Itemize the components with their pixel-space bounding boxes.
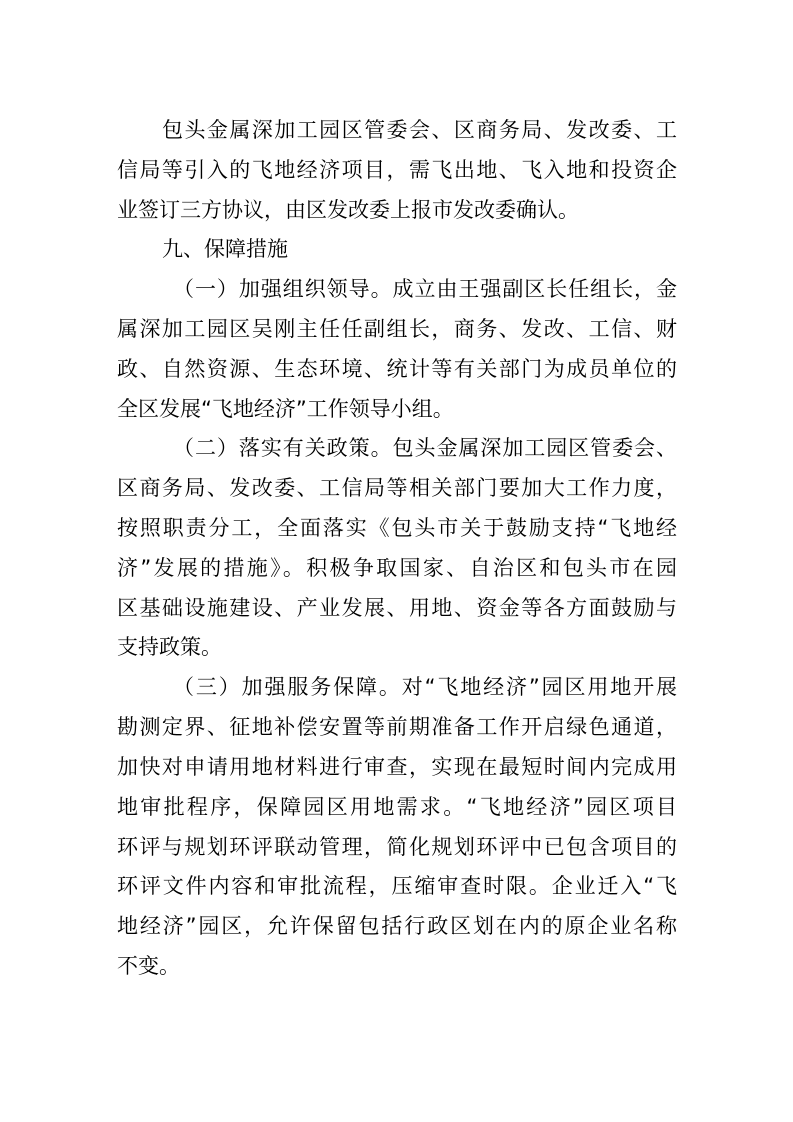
- paragraph-line: 信局等引入的飞地经济项目，需飞出地、飞入地和投资企: [117, 158, 677, 182]
- paragraph-line: 属深加工园区吴刚主任任副组长，商务、发改、工信、财: [117, 317, 677, 341]
- paragraph-line: 勘测定界、征地补偿安置等前期准备工作开启绿色通道，: [117, 715, 677, 739]
- paragraph-line: （三）加强服务保障。对“飞地经济”园区用地开展: [173, 675, 677, 699]
- paragraph-line: （一）加强组织领导。成立由王强副区长任组长，金: [173, 277, 677, 301]
- paragraph-line: 加快对申请用地材料进行审查，实现在最短时间内完成用: [117, 755, 677, 779]
- paragraph-line: 不变。: [117, 954, 180, 978]
- paragraph-line: 按照职责分工，全面落实《包头市关于鼓励支持“飞地经: [117, 516, 677, 540]
- paragraph-line: 地经济”园区，允许保留包括行政区划在内的原企业名称: [117, 914, 677, 938]
- paragraph-line: 包头金属深加工园区管委会、区商务局、发改委、工: [162, 118, 677, 142]
- section-heading: 九、保障措施: [162, 237, 288, 261]
- paragraph-line: 区基础设施建设、产业发展、用地、资金等各方面鼓励与: [117, 596, 677, 620]
- paragraph-line: 政、自然资源、生态环境、统计等有关部门为成员单位的: [117, 357, 677, 381]
- paragraph-line: （二）落实有关政策。包头金属深加工园区管委会、: [173, 436, 677, 460]
- paragraph-line: 地审批程序，保障园区用地需求。“飞地经济”园区项目: [117, 795, 677, 819]
- paragraph-line: 业签订三方协议，由区发改委上报市发改委确认。: [117, 198, 579, 222]
- paragraph-line: 区商务局、发改委、工信局等相关部门要加大工作力度，: [117, 476, 677, 500]
- paragraph-line: 济”发展的措施》。积极争取国家、自治区和包头市在园: [117, 556, 677, 580]
- paragraph-line: 全区发展“飞地经济”工作领导小组。: [117, 397, 454, 421]
- paragraph-line: 环评与规划环评联动管理，简化规划环评中已包含项目的: [117, 835, 677, 859]
- paragraph-line: 环评文件内容和审批流程，压缩审查时限。企业迁入“飞: [117, 874, 677, 898]
- paragraph-line: 支持政策。: [117, 635, 222, 659]
